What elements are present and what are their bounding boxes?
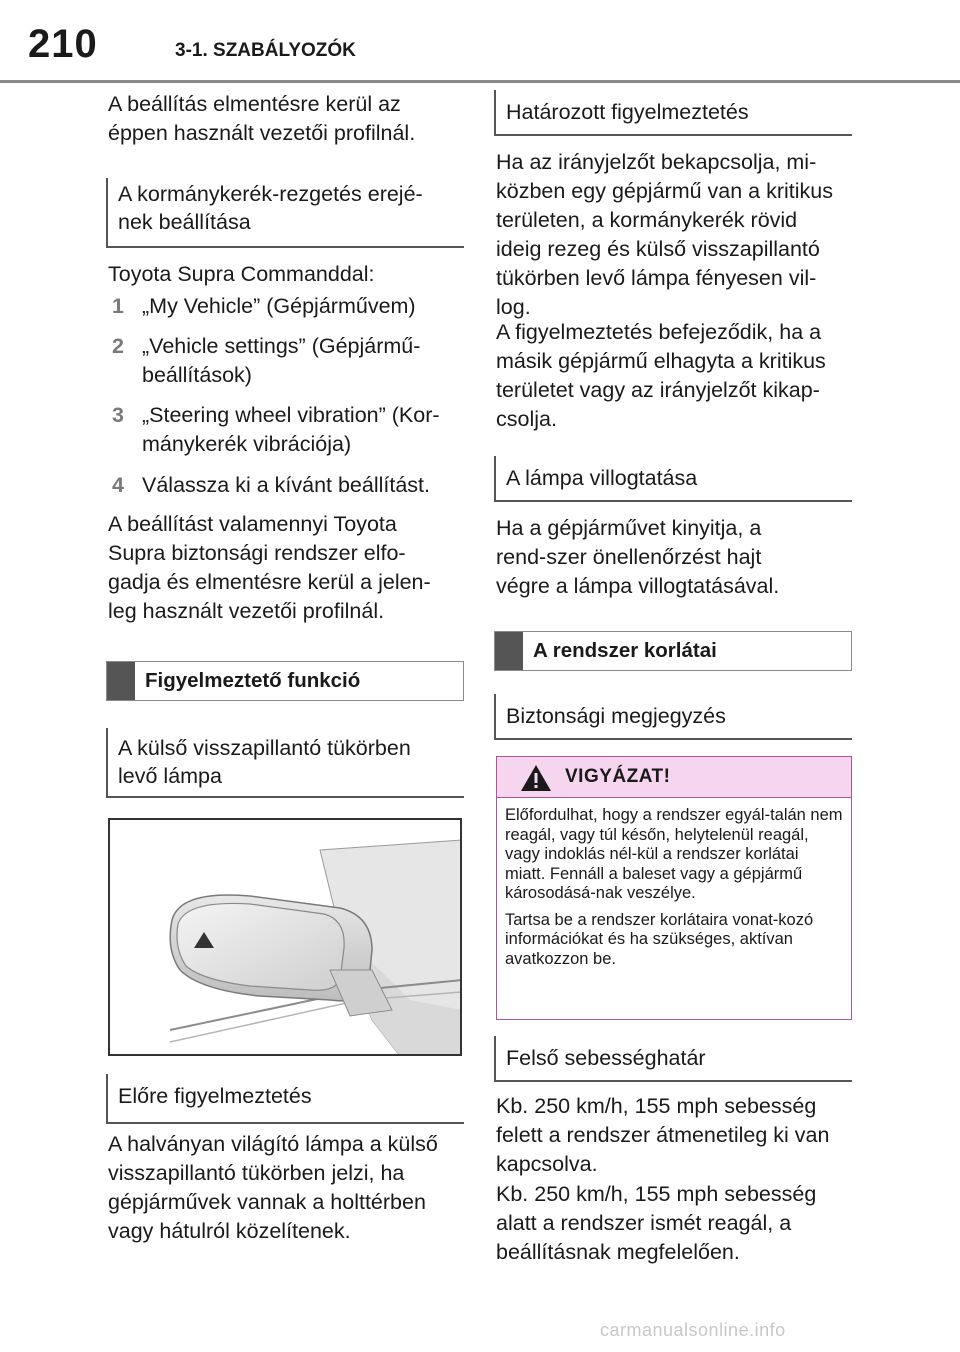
paragraph-definite-1: Ha az irányjelzőt bekapcsolja, mi-közben egy gépjármű van a kritikus területen, a kormánykerék rövid ideig rezeg és külső visszapillantó tükörben levő lámpa fényesen vil-log. [496, 150, 834, 319]
paragraph-speed-1: Kb. 250 km/h, 155 mph sebesség felett a rendszer átmenetileg ki van kapcsolva. [496, 1094, 830, 1176]
footer-watermark: carmanualsonline.info [600, 1320, 786, 1340]
section-pre-warning [106, 1074, 464, 1124]
step-text: „Vehicle settings” (Gépjármű-beállítások) [142, 334, 421, 387]
paragraph-settings-accepted: A beállítást valamennyi Toyota Supra biztonsági rendszer elfo-gadja és elmentésre kerül a jelen-leg használt vezetői profilnál. [108, 512, 431, 623]
step-number: 1 [112, 294, 124, 318]
mirror-illustration [108, 818, 462, 1056]
warning-triangle-icon [519, 763, 553, 793]
step-text: Válassza ki a kívánt beállítást. [142, 473, 431, 497]
section-title: A kormánykerék-rezgetés erejé-nek beállítása [118, 182, 423, 234]
section-safety-note [494, 694, 852, 740]
page-number: 210 [28, 22, 98, 66]
step-text: „Steering wheel vibration” (Kor-mánykerék vibrációja) [142, 403, 440, 456]
section-steering-vibration [106, 178, 464, 248]
section-title: Biztonsági megjegyzés [506, 704, 726, 728]
caution-paragraph-2: Tartsa be a rendszer korlátaira vonat-kozó információkat és ha szükséges, aktívan avatkozzon be. [505, 910, 814, 968]
paragraph-speed-2: Kb. 250 km/h, 155 mph sebesség alatt a rendszer ismét reagál, a beállításnak megfelelően. [496, 1182, 817, 1264]
caution-paragraph-1: Előfordulhat, hogy a rendszer egyál-talán nem reagál, vagy túl későn, helytelenül reagál, vagy indoklás nél-kül a rendszer korlátai miatt. Fennáll a baleset vagy a gépjármű károsodásá-nak veszélye. [505, 806, 843, 902]
chapter-title: 3-1. SZABÁLYOZÓK [175, 40, 356, 61]
page-header [0, 0, 960, 83]
paragraph-definite-2: A figyelmeztetés befejeződik, ha a másik gépjármű elhagyta a kritikus területet vagy az irányjelzőt kikap-csolja. [496, 320, 826, 431]
header-title: A rendszer korlátai [533, 639, 717, 662]
caution-header [497, 757, 851, 798]
section-title: A lámpa villogtatása [506, 466, 698, 490]
header-title: Figyelmeztető funkció [145, 669, 361, 692]
step-number: 3 [112, 403, 124, 427]
step-number: 4 [112, 473, 124, 497]
paragraph-pre-warning: A halványan világító lámpa a külső visszapillantó tükörben jelzi, ha gépjárművek vannak a holttérben vagy hátulról közelítenek. [108, 1132, 438, 1243]
caution-box [496, 756, 852, 1020]
section-title: A külső visszapillantó tükörben levő lámpa [118, 736, 411, 788]
header-bar [107, 662, 135, 700]
commands-intro: Toyota Supra Commanddal: [108, 262, 375, 286]
step-text: „My Vehicle” (Gépjárművem) [142, 294, 416, 318]
section-speed-limit [494, 1036, 852, 1082]
intro-paragraph: A beállítás elmentésre kerül az éppen használt vezetői profilnál. [108, 92, 416, 145]
header-bar [495, 632, 523, 670]
header-warning-function [106, 661, 464, 701]
section-mirror-lamp [106, 728, 464, 798]
caution-title: VIGYÁZAT! [565, 766, 671, 787]
side-mirror-image [110, 820, 462, 1056]
section-definite-warning [494, 90, 852, 136]
section-lamp-blink [494, 456, 852, 502]
header-system-limits [494, 631, 852, 671]
section-title: Előre figyelmeztetés [118, 1084, 312, 1108]
step-number: 2 [112, 334, 124, 358]
section-title: Felső sebességhatár [506, 1046, 706, 1070]
section-title: Határozott figyelmeztetés [506, 100, 749, 124]
paragraph-lamp-blink: Ha a gépjárművet kinyitja, a rend-szer önellenőrzést hajt végre a lámpa villogtatásával. [496, 516, 780, 598]
caution-body [497, 798, 851, 969]
